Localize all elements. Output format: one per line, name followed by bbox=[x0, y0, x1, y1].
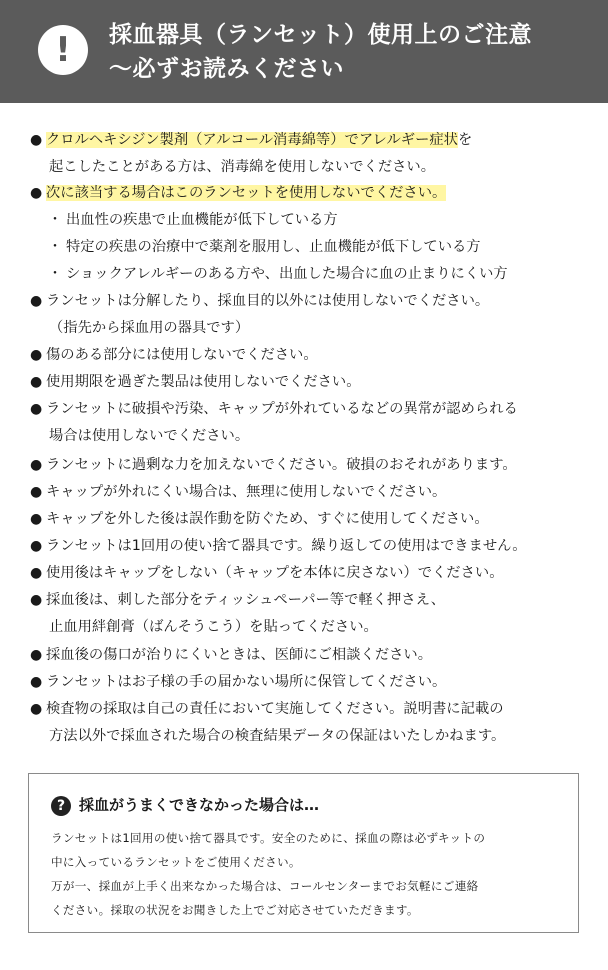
faq-box bbox=[28, 773, 579, 933]
faq-line: 万が一、採血が上手く出来なかった場合は、コールセンターまでお気軽にご連絡 bbox=[51, 879, 479, 893]
notice-item bbox=[30, 535, 527, 557]
notice-item bbox=[30, 371, 361, 393]
notice-text: キャップが外れにくい場合は、無理に使用しないでください。 bbox=[46, 484, 447, 500]
bullet-icon: ● bbox=[30, 401, 43, 417]
sub-item bbox=[48, 236, 481, 258]
bullet-icon: ● bbox=[30, 592, 43, 608]
bullet-icon: ● bbox=[30, 374, 43, 390]
notice-text: ランセットは分解したり、採血目的以外には使用しないでください。 bbox=[46, 293, 490, 309]
faq-line: 中に入っているランセットをご使用ください。 bbox=[51, 855, 301, 869]
notice-text: 使用期限を過ぎた製品は使用しないでください。 bbox=[46, 374, 361, 390]
notice-text: ランセットに破損や汚染、キャップが外れているなどの異常が認められる bbox=[46, 401, 518, 417]
notice-continuation: 場合は使用しないでください。 bbox=[49, 428, 250, 444]
notice-text: ランセットはお子様の手の届かない場所に保管してください。 bbox=[46, 674, 447, 690]
notice-text: キャップを外した後は誤作動を防ぐため、すぐに使用してください。 bbox=[46, 511, 489, 527]
exclamation-icon: ! bbox=[38, 25, 88, 75]
notice-continuation: （指先から採血用の器具です） bbox=[49, 320, 250, 336]
notice-text: 採血後の傷口が治りにくいときは、医師にご相談ください。 bbox=[46, 647, 433, 663]
bullet-icon: ● bbox=[30, 132, 43, 148]
sub-item-text: ショックアレルギーのある方や、出血した場合に血の止まりにくい方 bbox=[66, 266, 508, 282]
notice-text: 採血後は、刺した部分をティッシュペーパー等で軽く押さえ、 bbox=[46, 592, 446, 608]
page-title bbox=[109, 18, 589, 86]
bullet-icon: ● bbox=[30, 674, 43, 690]
notice-text: 検査物の採取は自己の責任において実施してください。説明書に記載の bbox=[46, 701, 504, 717]
faq-line: ください。採取の状況をお聞きした上でご対応させていただきます。 bbox=[51, 903, 419, 917]
bullet-icon: ● bbox=[30, 511, 43, 527]
notice-text: 使用後はキャップをしない（キャップを本体に戻さない）でください。 bbox=[46, 565, 504, 581]
sub-item bbox=[48, 209, 338, 231]
header-banner bbox=[0, 0, 608, 103]
notice-item bbox=[30, 644, 432, 666]
bullet-icon: ● bbox=[30, 484, 43, 500]
notice-item bbox=[30, 698, 504, 720]
notice-highlight: クロルヘキシジン製剤（アルコール消毒綿等）でアレルギー症状 bbox=[46, 132, 458, 148]
sub-bullet-icon: ・ bbox=[48, 266, 62, 282]
bullet-icon: ● bbox=[30, 701, 43, 717]
notice-item bbox=[30, 344, 318, 366]
bullet-icon: ● bbox=[30, 565, 43, 581]
notice-item bbox=[30, 508, 489, 530]
notice-text: ランセットに過剰な力を加えないでください。破損のおそれがあります。 bbox=[46, 457, 517, 473]
notice-text: ランセットは1回用の使い捨て器具です。繰り返しての使用はできません。 bbox=[46, 538, 527, 554]
bullet-icon: ● bbox=[30, 647, 43, 663]
notice-text: 傷のある部分には使用しないでください。 bbox=[46, 347, 318, 363]
faq-line: ランセットは1回用の使い捨て器具です。安全のために、採血の際は必ずキットの bbox=[51, 831, 486, 845]
notice-item bbox=[30, 562, 504, 584]
bullet-icon: ● bbox=[30, 347, 43, 363]
notice-item bbox=[30, 129, 472, 151]
notice-continuation: 止血用絆創膏（ばんそうこう）を貼ってください。 bbox=[49, 619, 378, 635]
title-line-1: 採血器具（ランセット）使用上のご注意 bbox=[109, 22, 532, 48]
bullet-icon: ● bbox=[30, 538, 43, 554]
notice-item bbox=[30, 182, 446, 204]
faq-body bbox=[51, 826, 571, 922]
notice-item bbox=[30, 454, 517, 476]
notice-item bbox=[30, 290, 489, 312]
question-icon: ? bbox=[51, 796, 71, 816]
bullet-icon: ● bbox=[30, 293, 43, 309]
notice-item bbox=[30, 398, 518, 420]
notice-item bbox=[30, 481, 446, 503]
bullet-icon: ● bbox=[30, 185, 43, 201]
sub-bullet-icon: ・ bbox=[48, 212, 62, 228]
notice-continuation: 方法以外で採血された場合の検査結果データの保証はいたしかねます。 bbox=[49, 728, 506, 744]
sub-item-text: 特定の疾患の治療中で薬剤を服用し、止血機能が低下している方 bbox=[66, 239, 481, 255]
notice-text: を bbox=[457, 132, 473, 148]
title-line-2: 〜必ずお読みください bbox=[109, 56, 344, 82]
bullet-icon: ● bbox=[30, 457, 43, 473]
faq-title: 採血がうまくできなかった場合は… bbox=[79, 796, 320, 814]
sub-bullet-icon: ・ bbox=[48, 239, 62, 255]
notice-item bbox=[30, 589, 445, 611]
sub-item bbox=[48, 263, 508, 285]
notice-continuation: 起こしたことがある方は、消毒綿を使用しないでください。 bbox=[49, 159, 436, 175]
sub-item-text: 出血性の疾患で止血機能が低下している方 bbox=[66, 212, 338, 228]
notice-highlight: 次に該当する場合はこのランセットを使用しないでください。 bbox=[46, 185, 447, 201]
notice-item bbox=[30, 671, 446, 693]
